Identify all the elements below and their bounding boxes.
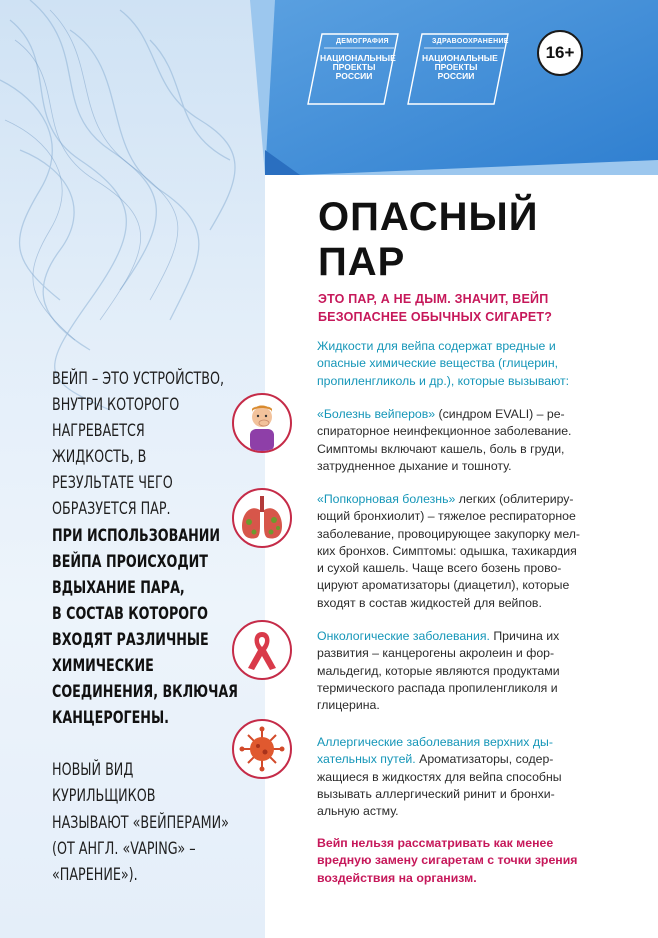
title-line: ОПАСНЫЙ [318, 195, 539, 239]
definition-line: ОБРАЗУЕТСЯ ПАР. [52, 499, 171, 520]
popcorn-lung-paragraph [317, 491, 613, 612]
subtitle-line: БЕЗОПАСНЕЕ ОБЫЧНЫХ СИГАРЕТ? [318, 310, 553, 324]
definition-line: РЕЗУЛЬТАТЕ ЧЕГО [52, 473, 173, 494]
paragraph-line: затрудненное дыхание и тошноту. [317, 458, 512, 473]
conclusion-line: Вейп нельзя рассматривать как менее [317, 836, 554, 850]
allergy-paragraph [317, 734, 613, 820]
paragraph-line: вызывать аллергический ринит и бронхи- [317, 786, 555, 801]
paragraph-line [317, 406, 613, 423]
logo-category-label: ЗДРАВООХРАНЕНИЕ [432, 38, 509, 45]
note-line: НОВЫЙ ВИД [52, 760, 134, 781]
paragraph-text: легких (облитериру- [455, 492, 574, 506]
subtitle-question [318, 290, 618, 326]
paragraph-line: глицерина. [317, 698, 380, 713]
paragraph-line: входят в состав жидкостей для вейпов. [317, 595, 542, 610]
paragraph-line [317, 491, 613, 508]
note-line: «ПАРЕНИЕ»). [52, 864, 138, 885]
conclusion-line: воздействия на организм. [317, 870, 477, 885]
note-line: НАЗЫВАЮТ «ВЕЙПЕРАМИ» [52, 812, 229, 833]
awareness-ribbon-icon [232, 620, 292, 680]
disease-name: «Попкорновая болезнь» [317, 492, 456, 506]
intro-line: опасные химические вещества (глицерин, [317, 356, 559, 371]
definition-line: ЖИДКОСТЬ, В [52, 447, 147, 468]
paragraph-text: Ароматизаторы, содер- [415, 752, 554, 767]
intro-line: пропиленгликоль и др.), которые вызывают: [317, 373, 570, 388]
title-line: ПАР [318, 240, 406, 284]
note-line: КУРИЛЬЩИКОВ [52, 786, 156, 807]
paragraph-line: спираторное неинфекционное заболевание. [317, 424, 572, 439]
paragraph-line [317, 628, 613, 645]
paragraph-text: Причина их [489, 629, 560, 643]
paragraph-line: альную астму. [317, 804, 399, 819]
emphasis-line: КАНЦЕРОГЕНЫ. [52, 708, 169, 729]
definition-line: ВЕЙП – ЭТО УСТРОЙСТВО, [52, 369, 225, 389]
subtitle-line: ЭТО ПАР, А НЕ ДЫМ. ЗНАЧИТ, ВЕЙП [318, 292, 549, 306]
coughing-person-icon [232, 393, 292, 453]
emphasis-line: ВДЫХАНИЕ ПАРА, [52, 577, 185, 598]
page-title [318, 195, 538, 285]
logo-category-label: ДЕМОГРАФИЯ [336, 38, 389, 45]
definition-line: НАГРЕВАЕТСЯ [52, 421, 145, 442]
emphasis-line: СОЕДИНЕНИЯ, ВКЛЮЧАЯ [52, 682, 238, 703]
allergen-virus-icon [232, 719, 292, 779]
paragraph-line: заболевание, провоцирующее закупорку мел- [317, 526, 581, 541]
age-rating-badge: 16+ [537, 30, 583, 76]
paragraph-line: развития – канцерогены акролеин и фор- [317, 646, 555, 661]
disease-name: «Болезнь вейперов» [317, 407, 436, 421]
disease-name: хательных путей. [317, 752, 416, 767]
oncology-paragraph [317, 628, 613, 714]
paragraph-line: жащиеся в жидкостях для вейпа способны [317, 769, 562, 784]
logo-brand-label: НАЦИОНАЛЬНЫЕ ПРОЕКТЫ РОССИИ [422, 53, 498, 81]
paragraph-line: ющий бронхиолит) – тяжелое респираторное [317, 509, 576, 524]
evali-paragraph [317, 406, 613, 475]
disease-name: Аллергические заболевания верхних ды- [317, 735, 553, 749]
emphasis-line: ВЕЙПА ПРОИСХОДИТ [52, 551, 208, 572]
paragraph-line [317, 751, 613, 768]
paragraph-line: Симптомы включают кашель, боль в груди, [317, 441, 565, 456]
national-projects-logo-demography [300, 30, 400, 108]
lungs-icon [232, 488, 292, 548]
emphasis-line: ХИМИЧЕСКИЕ [52, 656, 154, 677]
national-projects-logo-healthcare [400, 30, 510, 108]
note-line: (ОТ АНГЛ. «VAPING» – [52, 838, 196, 859]
intro-line: Жидкости для вейпа содержат вредные и [317, 339, 556, 353]
conclusion-line: вредную замену сигаретам с точки зрения [317, 853, 578, 868]
paragraph-line: цируют ароматизаторы (диацетил), которые [317, 578, 570, 593]
paragraph-line: и сухой кашель. Чаще всего бозень прово- [317, 561, 562, 576]
definition-line: ВНУТРИ КОТОРОГО [52, 395, 180, 416]
vape-definition-text [52, 366, 252, 888]
paragraph-line: ких бронхов. Симптомы: одышка, тахикардия [317, 543, 577, 558]
paragraph-line: мальдегид, которые являются продуктами [317, 663, 560, 678]
logo-brand-label: НАЦИОНАЛЬНЫЕ ПРОЕКТЫ РОССИИ [320, 53, 396, 81]
emphasis-line: ВХОДЯТ РАЗЛИЧНЫЕ [52, 629, 209, 650]
paragraph-line: термического распада пропиленгликоля и [317, 680, 558, 695]
emphasis-line: ПРИ ИСПОЛЬЗОВАНИИ [52, 525, 221, 546]
conclusion-statement [317, 835, 617, 887]
intro-paragraph [317, 338, 613, 390]
disease-name: Онкологические заболевания. [317, 629, 490, 643]
paragraph-text: (синдром EVALI) – ре- [435, 407, 565, 421]
emphasis-line: В СОСТАВ КОТОРОГО [52, 603, 209, 624]
